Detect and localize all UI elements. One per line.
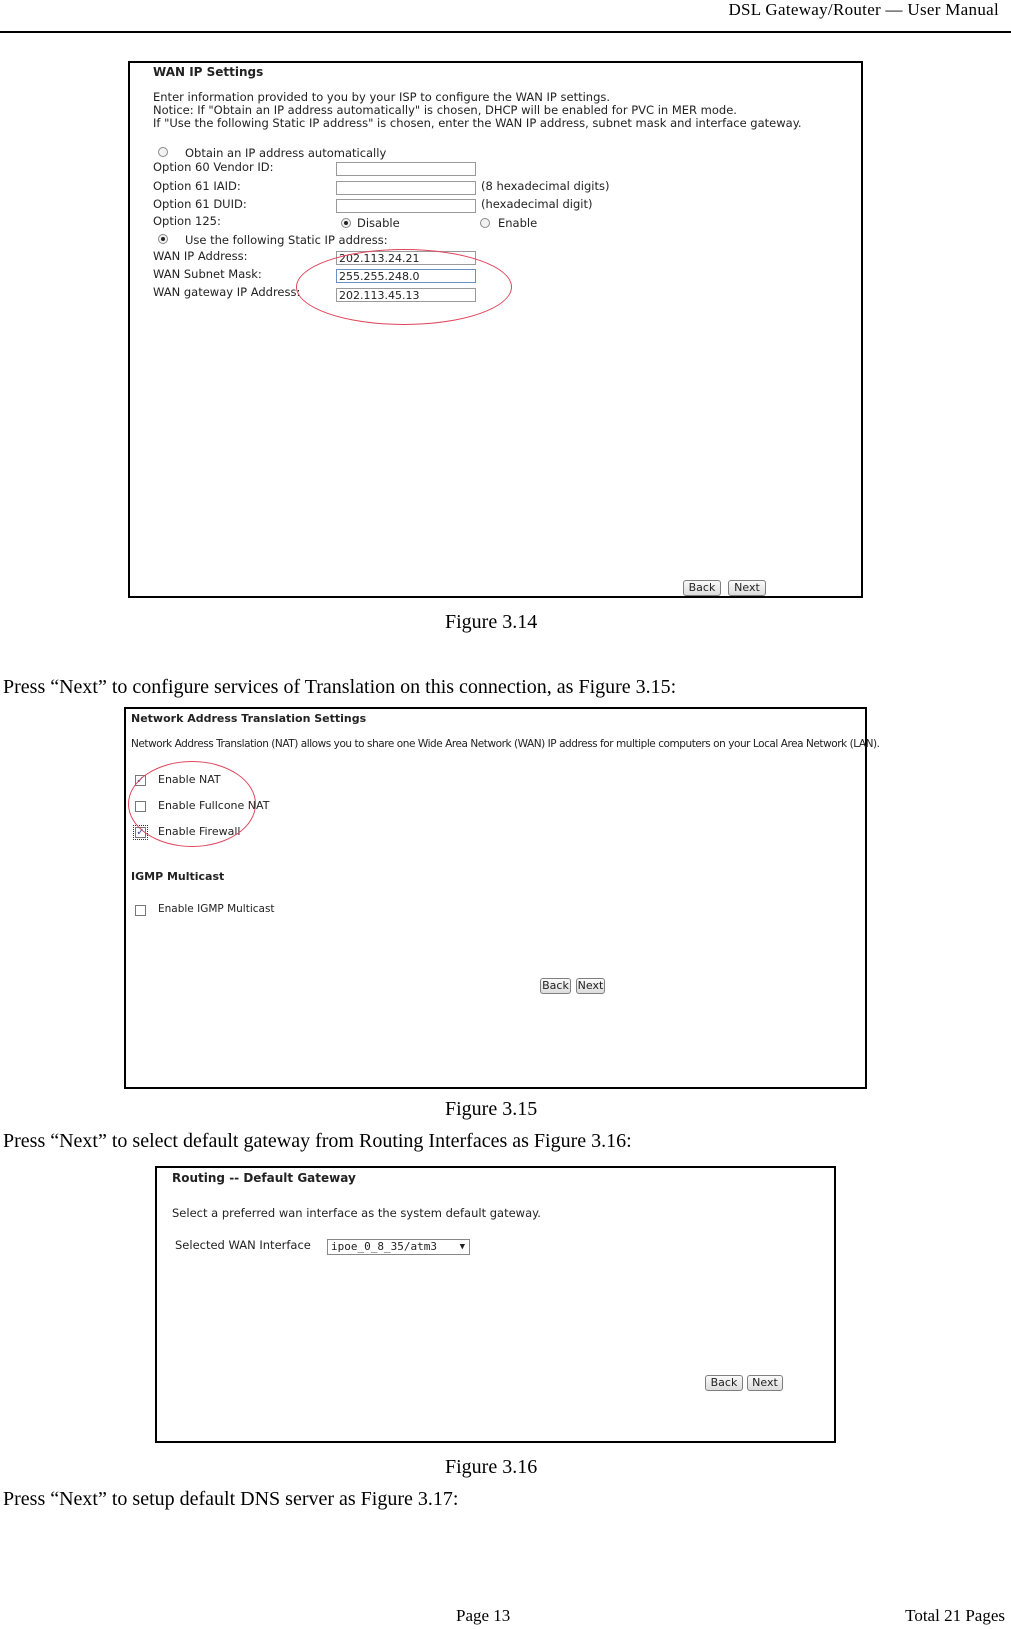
nat-intro: Network Address Translation (NAT) allows you to share one Wide Area Network (WAN) IP address for multiple computers on your Local Area Network (LAN). (131, 738, 880, 750)
option61-duid-label: Option 61 DUID: (153, 197, 247, 211)
option60-input[interactable] (336, 162, 476, 176)
enable-nat-checkbox[interactable]: ✓ (136, 775, 145, 786)
enable-igmp-checkbox[interactable] (135, 905, 146, 916)
option61-iaid-input[interactable] (336, 181, 476, 195)
enable-firewall-checkbox[interactable]: ✓ (136, 827, 145, 838)
selected-wan-select[interactable] (327, 1239, 470, 1255)
footer-page-number: Page 13 (456, 1606, 511, 1625)
option125-enable-label: Enable (498, 216, 538, 230)
igmp-multicast-title: IGMP Multicast (131, 870, 225, 883)
chevron-down-icon: ▼ (459, 1242, 465, 1252)
option125-enable-radio[interactable] (480, 218, 490, 228)
option61-duid-hint: (hexadecimal digit) (481, 197, 593, 211)
figure-3-15-screenshot (124, 707, 880, 1089)
static-ip-label: Use the following Static IP address: (185, 233, 388, 247)
wan-ip-label: WAN IP Address: (153, 249, 248, 263)
paragraph-next-translation: Press “Next” to configure services of Translation on this connection, as Figure 3.15: (3, 676, 677, 698)
enable-nat-label: Enable NAT (158, 773, 221, 786)
default-gateway-intro: Select a preferred wan interface as the system default gateway. (172, 1206, 541, 1220)
static-ip-radio[interactable] (158, 234, 168, 244)
figure-3-16-caption: Figure 3.16 (445, 1456, 538, 1478)
wan-ip-settings-title: WAN IP Settings (153, 65, 264, 79)
figure-3-14-screenshot (128, 61, 863, 598)
highlight-ellipse (128, 761, 256, 847)
wan-ip-input[interactable]: 202.113.24.21 (336, 251, 476, 265)
default-gateway-title: Routing -- Default Gateway (172, 1171, 356, 1185)
paragraph-next-gateway: Press “Next” to select default gateway from Routing Interfaces as Figure 3.16: (3, 1130, 632, 1152)
header-rule (0, 31, 1011, 33)
selected-wan-value: ipoe_0_8_35/atm3 (331, 1240, 437, 1253)
figure-3-16-screenshot (155, 1166, 836, 1443)
enable-igmp-label: Enable IGMP Multicast (158, 903, 275, 915)
highlight-ellipse (296, 249, 512, 325)
enable-fullcone-nat-label: Enable Fullcone NAT (158, 799, 270, 812)
wan-ip-notice-2: If "Use the following Static IP address" is chosen, enter the WAN IP address, subnet mask and interface gateway. (153, 116, 802, 130)
nat-settings-title: Network Address Translation Settings (131, 712, 367, 725)
wan-gateway-input[interactable]: 202.113.45.13 (336, 288, 476, 302)
wan-subnet-input[interactable]: 255.255.248.0 (336, 269, 476, 283)
figure-3-15-caption: Figure 3.15 (445, 1098, 538, 1120)
selected-wan-label: Selected WAN Interface (175, 1238, 311, 1252)
wan-gateway-label: WAN gateway IP Address: (153, 285, 301, 299)
option61-duid-input[interactable] (336, 199, 476, 213)
footer-total-pages: Total 21 Pages (905, 1606, 1005, 1625)
paragraph-next-dns: Press “Next” to setup default DNS server as Figure 3.17: (3, 1488, 459, 1510)
wan-ip-intro: Enter information provided to you by your ISP to configure the WAN IP settings. (153, 90, 611, 104)
option125-disable-label: Disable (357, 216, 400, 230)
option61-iaid-label: Option 61 IAID: (153, 179, 241, 193)
figure-3-14-caption: Figure 3.14 (445, 611, 538, 633)
back-button[interactable]: Back (683, 580, 721, 596)
option125-disable-radio[interactable] (341, 218, 351, 228)
back-button[interactable]: Back (540, 978, 571, 994)
option61-iaid-hint: (8 hexadecimal digits) (481, 179, 610, 193)
next-button[interactable]: Next (747, 1375, 783, 1391)
next-button[interactable]: Next (577, 979, 604, 992)
wan-subnet-label: WAN Subnet Mask: (153, 267, 262, 281)
next-button[interactable]: Next (728, 580, 766, 596)
enable-firewall-label: Enable Firewall (158, 825, 241, 838)
obtain-auto-radio[interactable] (158, 147, 168, 157)
option60-label: Option 60 Vendor ID: (153, 160, 274, 174)
back-button[interactable]: Back (705, 1375, 743, 1391)
document-header: DSL Gateway/Router — User Manual (728, 0, 999, 19)
obtain-auto-label: Obtain an IP address automatically (185, 146, 387, 160)
wan-ip-notice-1: Notice: If "Obtain an IP address automatically" is chosen, DHCP will be enabled for PVC in MER mode. (153, 103, 737, 117)
option125-label: Option 125: (153, 214, 221, 228)
